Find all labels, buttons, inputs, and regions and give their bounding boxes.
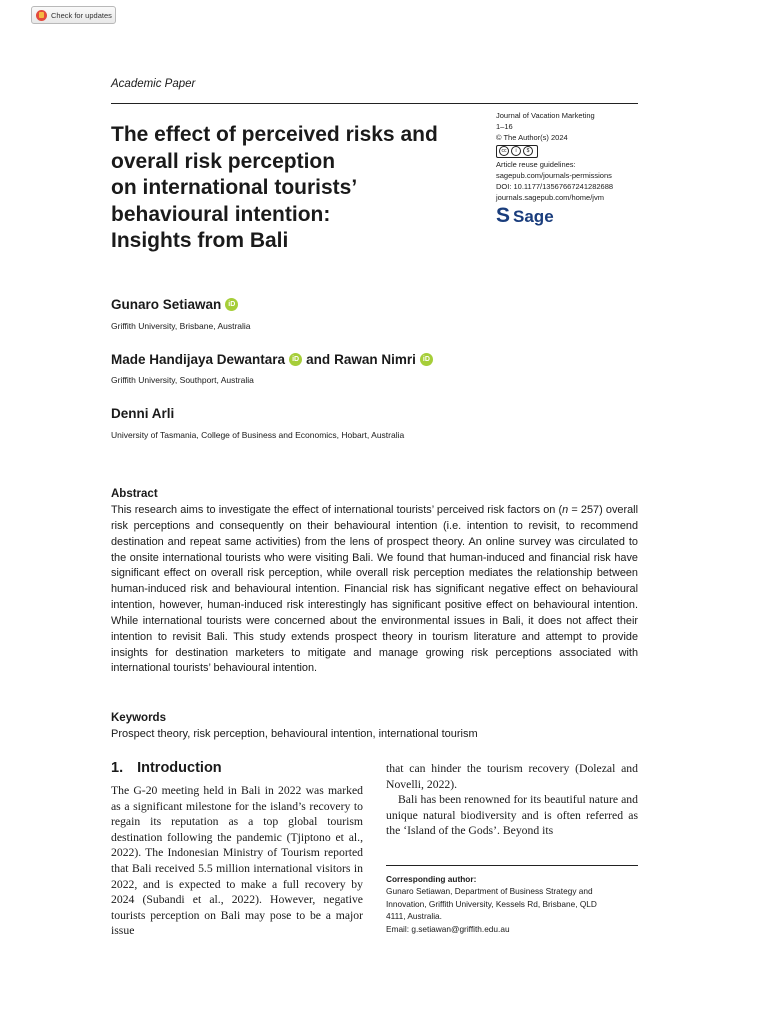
journal-home-link[interactable]: journals.sagepub.com/home/jvm: [496, 193, 604, 203]
corresponding-author-line: 4111, Australia.: [386, 911, 442, 922]
author-name: Made Handijaya Dewantara iD and Rawan Nimri iD: [111, 352, 433, 367]
sage-logo: [496, 204, 646, 228]
check-for-updates-button[interactable]: [31, 6, 116, 24]
n-symbol: n: [562, 504, 569, 516]
doi-link[interactable]: DOI: 10.1177/13567667241282688: [496, 182, 614, 192]
journal-metadata: [496, 110, 646, 228]
crossmark-icon: [36, 10, 47, 21]
publisher-name: Sage: [513, 206, 554, 226]
orcid-icon[interactable]: iD: [420, 353, 433, 366]
body-text-column-right: that can hinder the tourism recovery (Dolezal and Novelli, 2022).: [386, 762, 638, 791]
body-text-column-left: The G-20 meeting held in Bali in 2022 was marked as a significant milestone for the island’s recovery to regain its reputation as a top global tourism destination following the pandemic (Tjiptono et al., 2022). The Indonesian Ministry of Tourism reported that Bali received 5.5 million international visitors in 2022, and is expected to make a full recovery by 2024 (Subandi et al., 2022). However, negative tourists perception on Bali may pose to be a major issue: [111, 784, 363, 938]
author-affiliation: Griffith University, Brisbane, Australia: [111, 321, 251, 331]
corresponding-author-email[interactable]: Email: g.setiawan@griffith.edu.au: [386, 923, 510, 934]
author-name: Denni Arli: [111, 406, 175, 421]
corresponding-author-line: Gunaro Setiawan, Department of Business Strategy and: [386, 886, 593, 897]
page-range: 1–16: [496, 122, 513, 132]
reuse-guidelines-label: Article reuse guidelines:: [496, 159, 576, 169]
section-title: Introduction: [137, 760, 222, 776]
author-name: Gunaro Setiawan iD: [111, 297, 238, 312]
footnote-rule: [386, 865, 638, 866]
keywords-heading: Keywords: [111, 712, 166, 724]
copyright-notice: © The Author(s) 2024: [496, 133, 568, 143]
sage-s-icon: S: [496, 204, 511, 228]
title-line: The effect of perceived risks and: [111, 123, 438, 146]
reuse-guidelines-link[interactable]: sagepub.com/journals-permissions: [496, 170, 612, 180]
orcid-icon[interactable]: iD: [225, 298, 238, 311]
title-line: behavioural intention:: [111, 202, 331, 226]
abstract-heading: Abstract: [111, 488, 158, 500]
title-line: Insights from Bali: [111, 229, 289, 252]
paper-type-label: Academic Paper: [111, 78, 196, 90]
author-affiliation: Griffith University, Southport, Australia: [111, 375, 254, 385]
author-joiner: and: [306, 352, 331, 367]
title-line: overall risk perception: [111, 149, 336, 173]
keywords-text: Prospect theory, risk perception, behavioural intention, international tourism: [111, 728, 478, 740]
abstract-text: This research aims to investigate the effect of international tourists’ perceived risk factors on (n = 257) overall risk perceptions and consequently on their behavioural intention (i.e. intention to revisit, to recommend destination and repeat same activities) from the lens of prospect theory. An online survey was circulated to the onsite international tourists who were visiting Bali. We found that human-induced and financial risk have significant effect on overall risk perception, while overall risk perception mediates the relationship between human-induced risk and behavioural intention. Financial risk has significant negative effect on behavioural intention, however, human-induced risk interestingly has significant positive effect on behavioural intention. While international tourists were concerned about the environmental issues in Bali, it does not affect their intention to revisit Bali. This study extends prospect theory in tourism literature and attempt to provide insights for destination marketers to mitigate and manage growing risk perceptions associated with international tourists’ behavioural intention.: [111, 504, 638, 675]
creative-commons-icon: cc i $: [496, 145, 538, 158]
article-title: [111, 122, 481, 255]
header-rule: [111, 103, 638, 104]
section-number: 1.: [111, 760, 124, 776]
author-affiliation: University of Tasmania, College of Business and Economics, Hobart, Australia: [111, 430, 405, 440]
section-heading: [111, 760, 222, 776]
title-line: on international tourists’: [111, 176, 358, 199]
journal-name: Journal of Vacation Marketing: [496, 111, 595, 120]
body-text-paragraph: Bali has been renowned for its beautiful nature and unique natural biodiversity and is often referred as the ‘Island of the Gods’. Beyond its: [386, 793, 638, 838]
corresponding-author-line: Innovation, Griffith University, Kessels Rd, Brisbane, QLD: [386, 898, 597, 909]
orcid-icon[interactable]: iD: [289, 353, 302, 366]
corresponding-author-block: [386, 873, 638, 935]
corresponding-author-heading: Corresponding author:: [386, 874, 477, 884]
check-for-updates-label: Check for updates: [51, 10, 112, 20]
